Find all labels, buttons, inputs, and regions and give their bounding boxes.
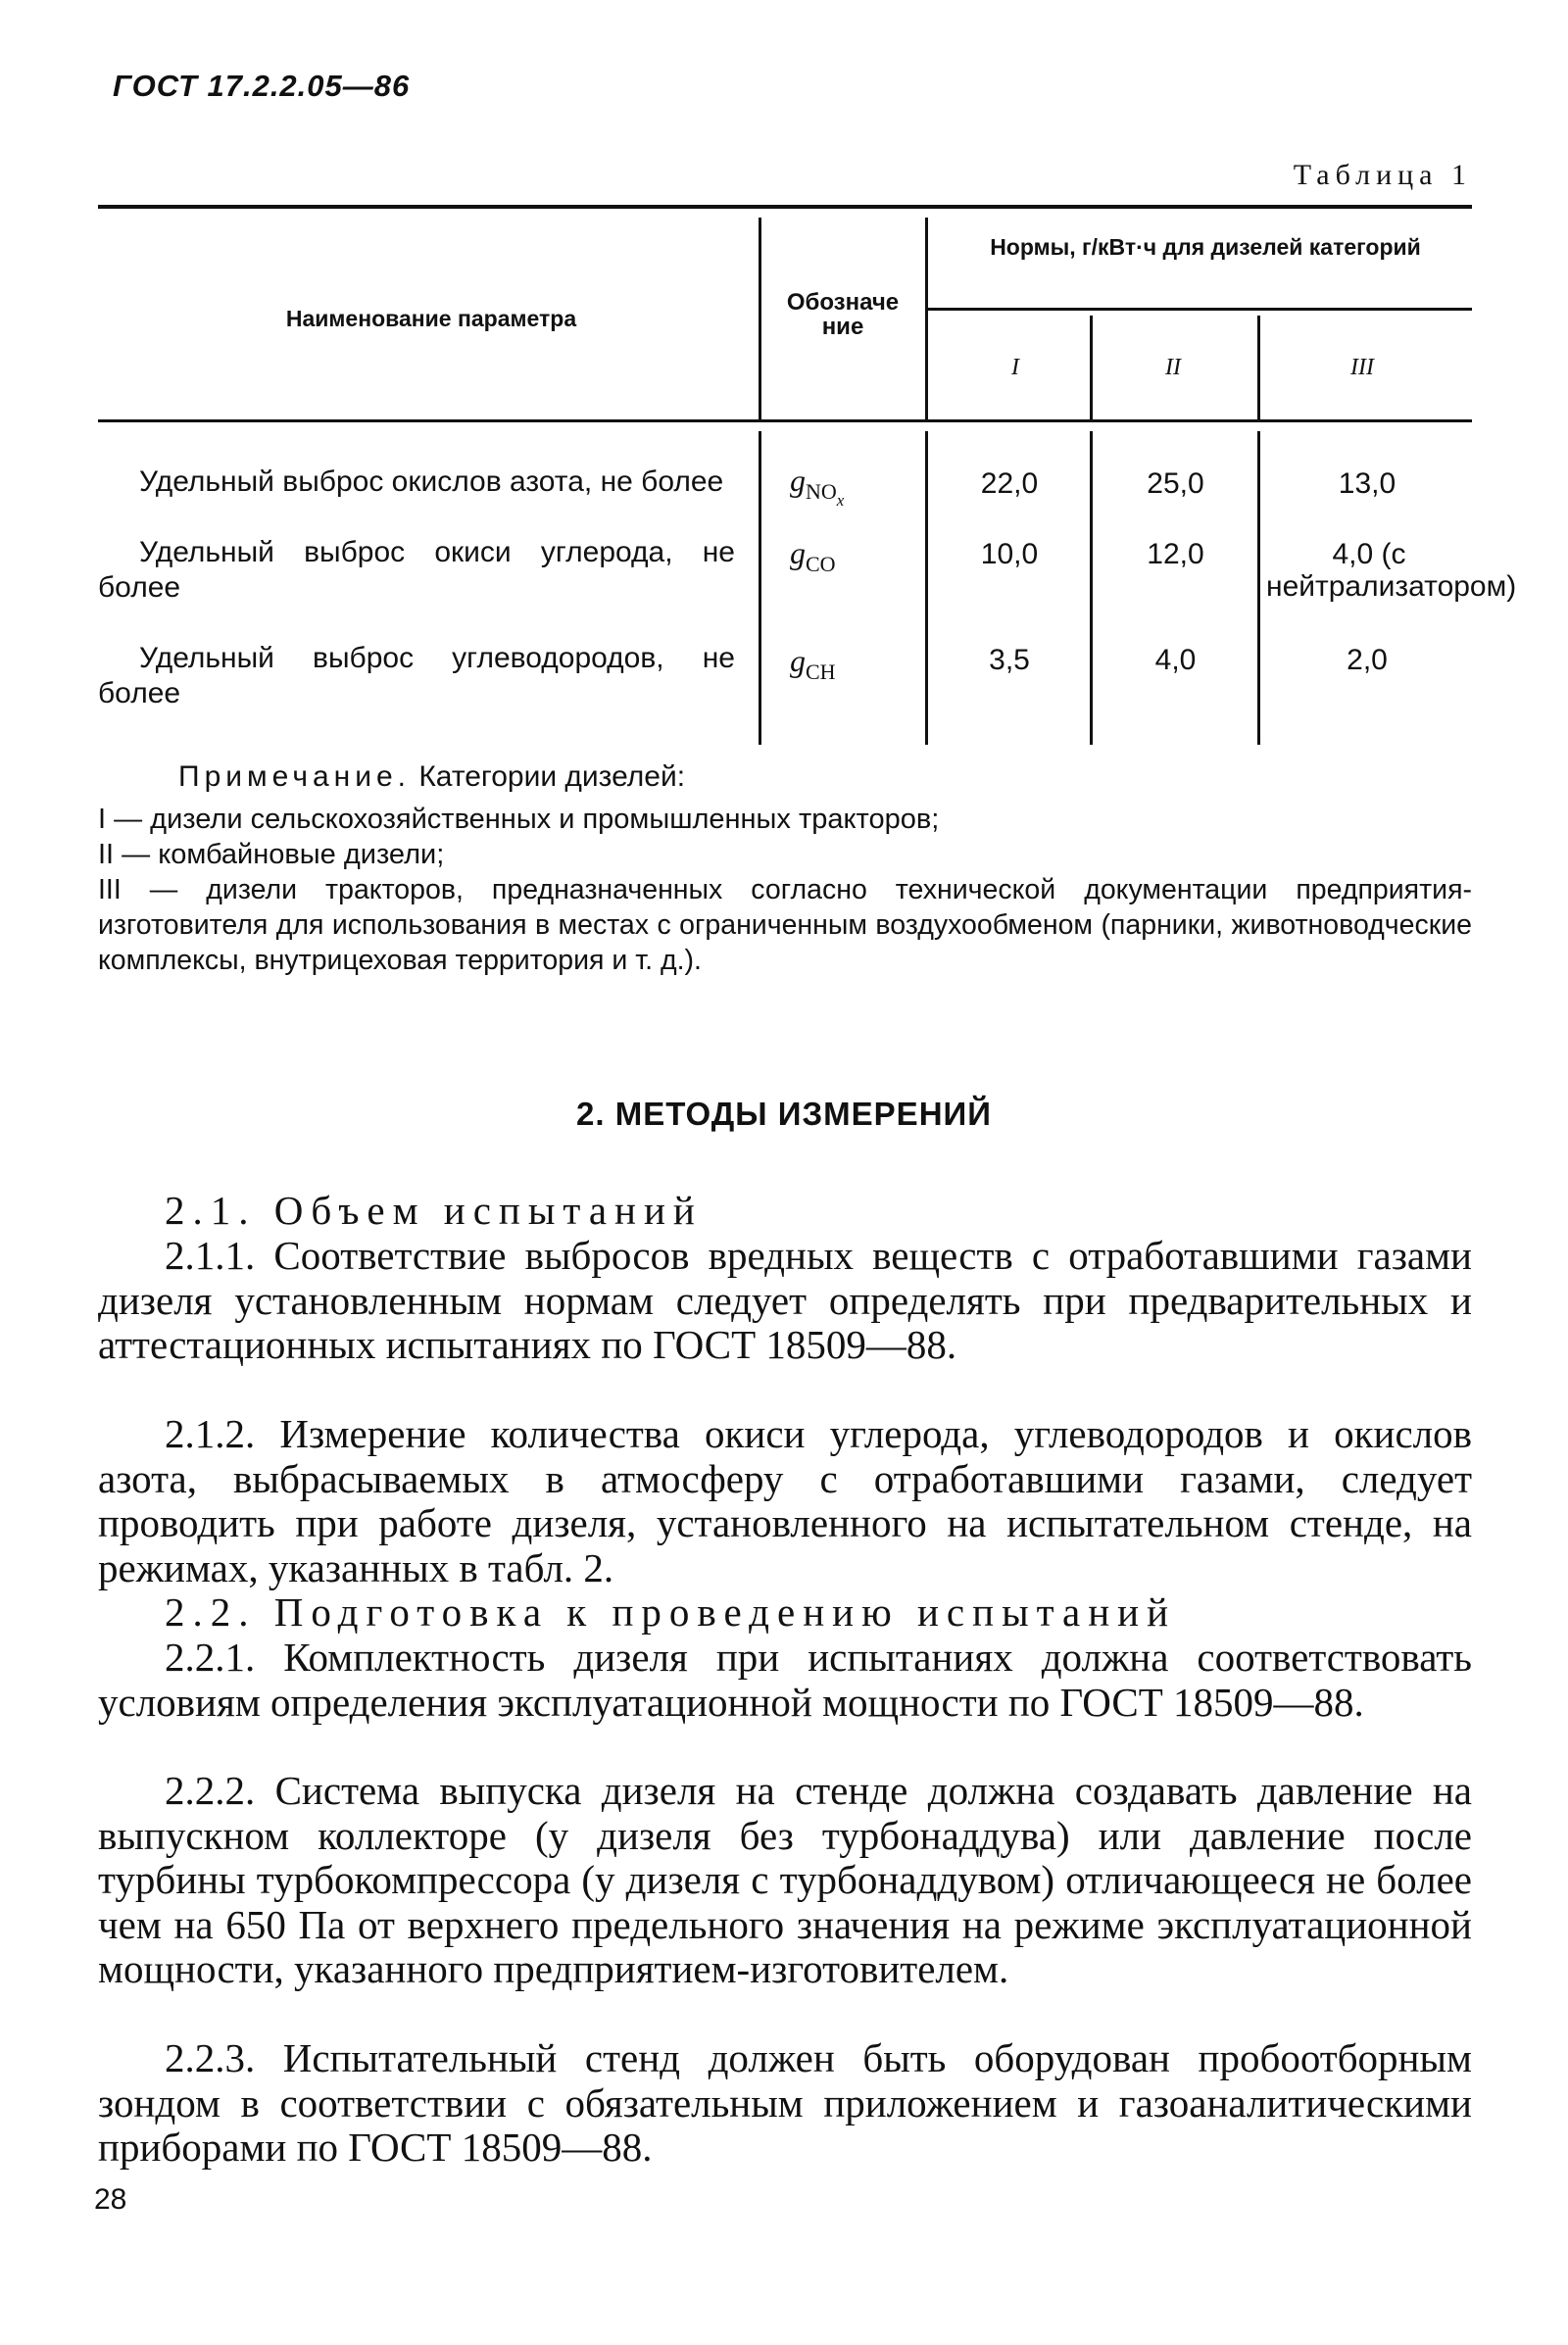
note-heading: [178, 760, 685, 794]
paragraph-2-1-1: 2.1.1. Соответствие выбросов вредных веществ с отработавшими газами дизеля установленным нормам следует определять при предварительных и аттестационных испытаниях по ГОСТ 18509—88.: [98, 1233, 1472, 1367]
header-symbol-text: Обозначение: [786, 289, 900, 340]
table-vline-1-body: [759, 431, 761, 745]
header-norms: Нормы, г/кВт·ч для дизелей категорий: [990, 234, 1421, 260]
subsection-2-2-heading: 2.2. Подготовка к проведению испытаний: [165, 1589, 1177, 1635]
document-code: ГОСТ 17.2.2.05—86: [113, 69, 411, 103]
row-value-2-cat1: 10,0: [980, 538, 1039, 570]
row-value-2-cat3: 4,0 (с нейтрализатором): [1266, 538, 1517, 603]
paragraph-2-2-2: 2.2.2. Система выпуска дизеля на стенде должна создавать давление на выпускном коллекторе (у дизеля без турбонаддува) или давление после турбины турбокомпрессора (у дизеля с турбонаддувом) отличающееся не более чем на 650 Па от верхнего предельного значения на режиме эксплуатационной мощности, указанного предприятием-изготовителем.: [98, 1768, 1472, 1991]
header-symbol: [766, 290, 919, 339]
note-line-1: I — дизели сельскохозяйственных и промышленных тракторов;: [98, 804, 940, 835]
note-line-2: II — комбайновые дизели;: [98, 839, 445, 870]
row-symbol-2: $g_{CO}$: [790, 535, 836, 576]
row-value-1-cat3: 13,0: [1338, 467, 1396, 500]
subsection-2-1-heading: 2.1. Объем испытаний: [165, 1188, 703, 1233]
note-line-3: III — дизели тракторов, предназначенных согласно технической документации предприятия-изготовителя для использования в местах с ограниченным воздухообменом (парники, животноводческие комплексы, внутрицеховая территория и т. д.).: [98, 874, 1472, 976]
row-value-1-cat1: 22,0: [980, 467, 1039, 500]
table-vline-2: [925, 218, 928, 421]
section-title: 2. МЕТОДЫ ИЗМЕРЕНИЙ: [576, 1096, 992, 1132]
header-cat-2: II: [1165, 355, 1181, 380]
table-vline-3: [1090, 316, 1093, 421]
paragraph-2-2-3: 2.2.3. Испытательный стенд должен быть оборудован пробоотборным зондом в соответствии с обязательным приложением и газоаналитическими приборами по ГОСТ 18509—88.: [98, 2035, 1472, 2170]
row-value-3-cat1: 3,5: [989, 644, 1030, 676]
row-value-2-cat2: 12,0: [1147, 538, 1204, 570]
table-top-rule: [98, 205, 1472, 209]
paragraph-2-1-2: 2.1.2. Измерение количества окиси углерода, углеводородов и окислов азота, выбрасываемых в атмосферу с отработавшими газами, следует проводить при работе дизеля, установленного на испытательном стенде, на режимах, указанных в табл. 2.: [98, 1411, 1472, 1590]
table-vline-1: [759, 218, 761, 421]
header-cat-1: I: [1011, 355, 1019, 380]
table-header-bottom-rule: [98, 419, 1472, 422]
row-value-1-cat2: 25,0: [1147, 467, 1204, 500]
row-symbol-1: $g_{NO_x}$: [790, 463, 845, 510]
table-label: Таблица 1: [1293, 159, 1472, 191]
table-vline-4-body: [1257, 431, 1260, 745]
page-number: 28: [94, 2183, 127, 2216]
row-value-3-cat3: 2,0: [1347, 644, 1388, 676]
row-symbol-3: $g_{CH}$: [790, 643, 836, 684]
table-norms-rule: [926, 308, 1472, 311]
row-param-1: Удельный выброс окислов азота, не более: [139, 465, 724, 498]
note-intro: Категории дизелей:: [418, 760, 686, 793]
header-cat-3: III: [1350, 355, 1374, 380]
table-vline-2-body: [925, 431, 928, 745]
row-param-3: Удельный выброс углеводородов, не более: [98, 642, 735, 709]
note-title: Примечание.: [178, 760, 411, 793]
row-param-2: Удельный выброс окиси углерода, не более: [98, 536, 735, 604]
header-param: Наименование параметра: [285, 306, 577, 331]
table-vline-3-body: [1090, 431, 1093, 745]
paragraph-2-2-1: 2.2.1. Комплектность дизеля при испытаниях должна соответствовать условиям определения эксплуатационной мощности по ГОСТ 18509—88.: [98, 1635, 1472, 1725]
row-value-3-cat2: 4,0: [1154, 644, 1197, 676]
table-vline-4: [1257, 316, 1260, 421]
